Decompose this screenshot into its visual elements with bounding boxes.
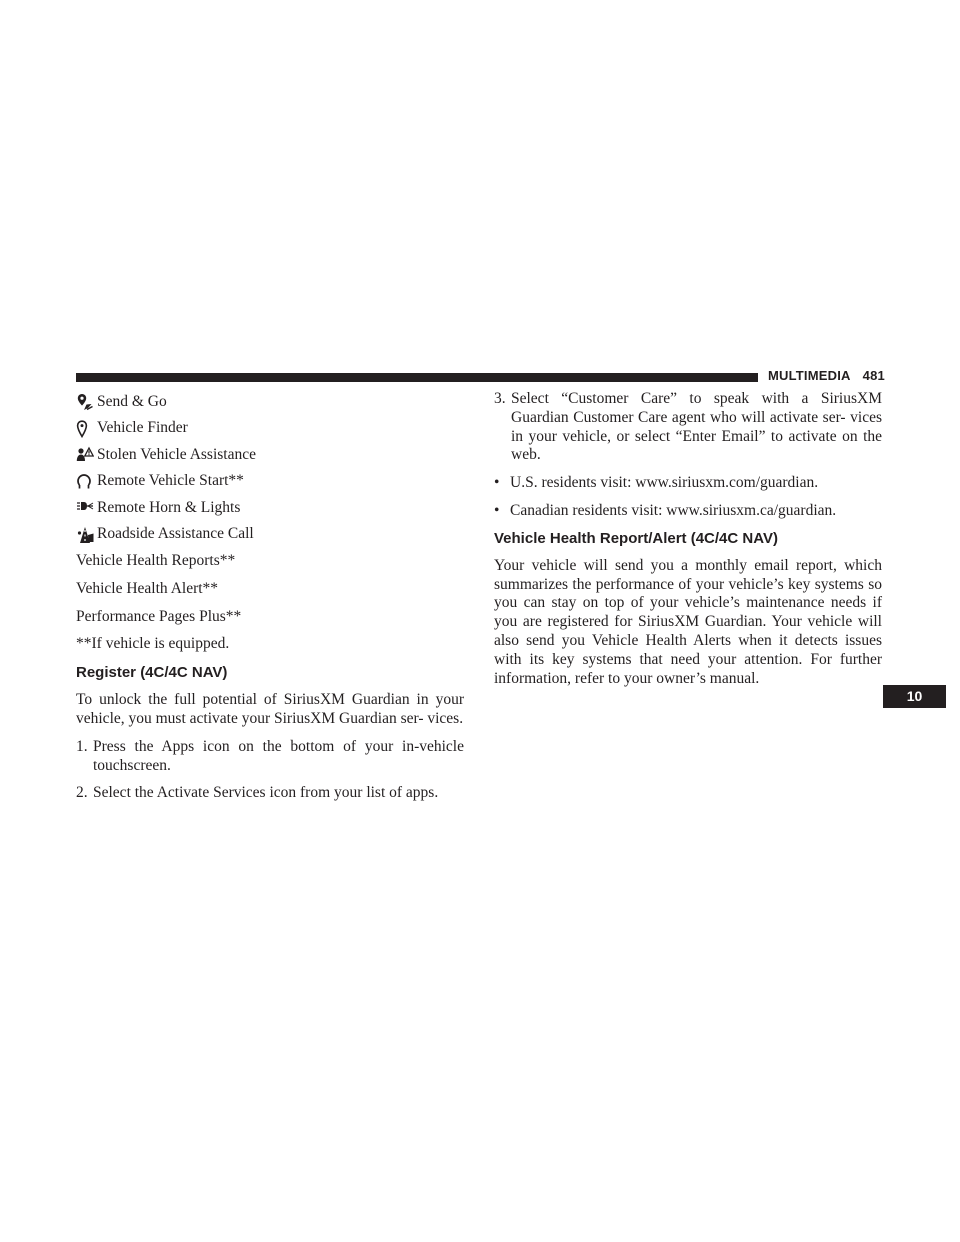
header-rule bbox=[76, 373, 758, 382]
health-paragraph: Your vehicle will send you a monthly email report, which summarizes the performance of your vehicle’s key systems so you can stay on top of your vehicle’s maintenance needs if you are registered for SiriusXM Guardian. Your vehicle will also send you Vehicle Health Alerts when it detects issues with its key systems that need your attention. For further information, refer to your owner’s manual. bbox=[494, 556, 882, 687]
bullet-text: U.S. residents visit: www.siriusxm.com/guardian. bbox=[510, 474, 819, 492]
stolen-vehicle-icon bbox=[76, 446, 97, 464]
bullet-item bbox=[494, 502, 882, 521]
feature-label: Stolen Vehicle Assistance bbox=[97, 445, 256, 463]
running-header bbox=[768, 368, 885, 383]
section-title: MULTIMEDIA bbox=[768, 368, 851, 383]
feature-label: Roadside Assistance Call bbox=[97, 525, 254, 543]
step-item bbox=[494, 390, 882, 465]
roadside-assistance-icon bbox=[76, 526, 97, 544]
bullet-icon: • bbox=[494, 501, 500, 519]
feature-horn-lights bbox=[76, 499, 464, 517]
list-item: Performance Pages Plus** bbox=[76, 607, 242, 625]
right-column bbox=[494, 390, 882, 688]
step-number: 2. bbox=[76, 784, 88, 802]
feature-roadside bbox=[76, 526, 464, 544]
feature-send-and-go bbox=[76, 393, 464, 411]
send-and-go-icon bbox=[76, 393, 97, 411]
feature-label: Vehicle Finder bbox=[97, 419, 188, 437]
horn-lights-icon bbox=[76, 499, 97, 517]
feature-label: Remote Vehicle Start** bbox=[97, 472, 244, 490]
list-item: Vehicle Health Alert** bbox=[76, 579, 219, 597]
location-pin-icon bbox=[76, 420, 97, 438]
step-item bbox=[76, 784, 464, 803]
list-item: Vehicle Health Reports** bbox=[76, 552, 236, 569]
feature-label: Send & Go bbox=[97, 392, 167, 410]
register-heading: Register (4C/4C NAV) bbox=[76, 664, 228, 682]
bullet-icon: • bbox=[494, 474, 500, 492]
step-number: 1. bbox=[76, 737, 88, 755]
health-heading: Vehicle Health Report/Alert (4C/4C NAV) bbox=[494, 529, 778, 547]
step-text: Press the Apps icon on the bottom of your in-vehicle touchscreen. bbox=[93, 737, 464, 774]
bullet-text: Canadian residents visit: www.siriusxm.ca/guardian. bbox=[510, 501, 837, 519]
step-number: 3. bbox=[494, 390, 506, 407]
left-column bbox=[76, 390, 464, 812]
feature-vehicle-finder bbox=[76, 420, 464, 438]
feature-label: Remote Horn & Lights bbox=[97, 498, 241, 516]
feature-remote-start bbox=[76, 473, 464, 491]
remote-start-icon bbox=[76, 473, 97, 491]
page-number: 481 bbox=[862, 368, 885, 383]
bullet-item bbox=[494, 474, 882, 493]
footnote: **If vehicle is equipped. bbox=[76, 635, 230, 653]
register-intro: To unlock the full potential of SiriusXM Guardian in your vehicle, you must activate your SiriusXM Guardian ser- vices. bbox=[76, 691, 464, 727]
step-text: Select “Customer Care” to speak with a SiriusXM Guardian Customer Care agent who will activate ser- vices in your vehicle, or select “Enter Email” to activate on the web. bbox=[511, 390, 882, 464]
step-text: Select the Activate Services icon from your list of apps. bbox=[93, 784, 439, 802]
feature-stolen-vehicle bbox=[76, 446, 464, 464]
step-item bbox=[76, 738, 464, 776]
chapter-tab: 10 bbox=[883, 685, 946, 708]
